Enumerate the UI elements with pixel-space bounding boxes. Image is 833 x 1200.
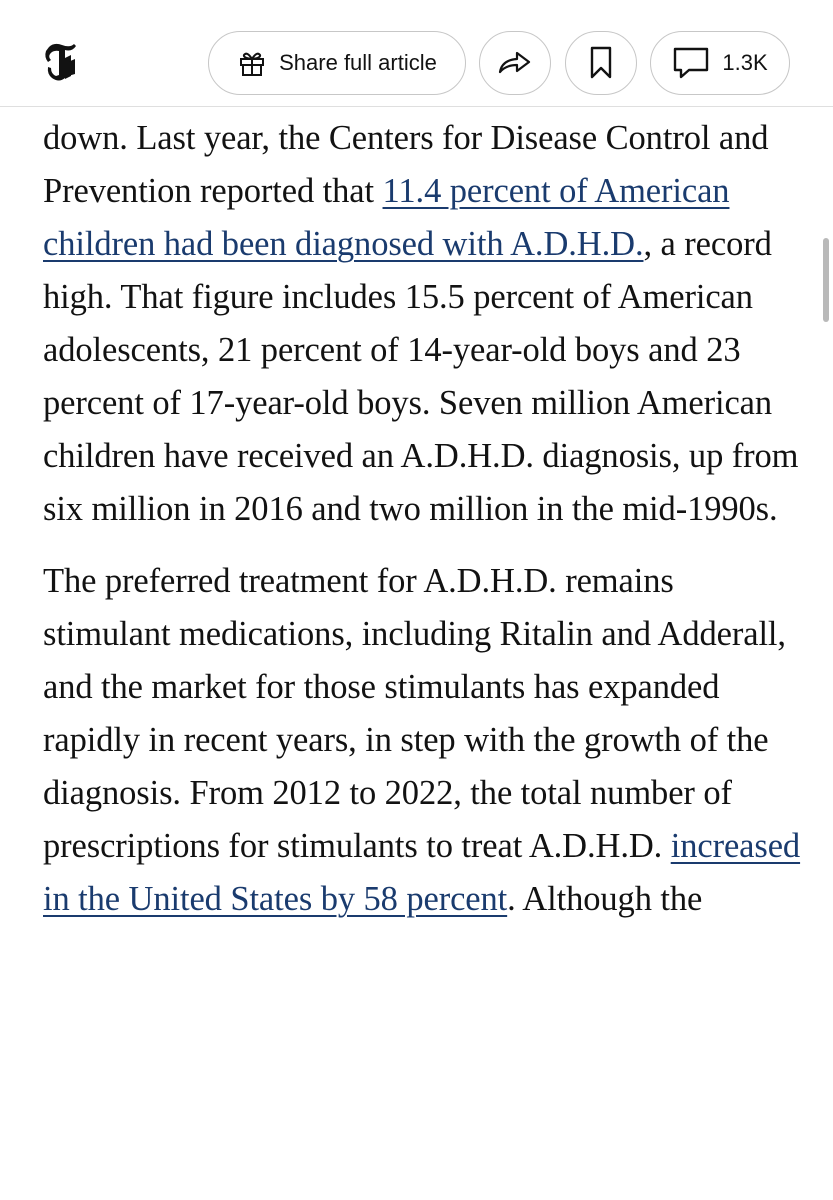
comment-icon: [672, 46, 710, 80]
prescriptions-increase-link[interactable]: increased in the United States by 58 percent: [43, 827, 801, 918]
gift-icon: [237, 48, 267, 78]
forward-button[interactable]: [479, 31, 551, 95]
share-full-article-button[interactable]: [208, 31, 466, 95]
article-paragraph: [43, 112, 803, 536]
paragraph-text: , a record high. That figure includes 15.5 percent of American adolescents, 21 percent of 14-year-old boys and 23 percent of 17-year-old boys. Seven million American children have received an A.D.H.D. diagnosis, up from six million in 2016 and two million in the mid-1990s.: [43, 225, 799, 528]
paragraph-text: . Although the: [507, 880, 703, 918]
article-body: [43, 112, 803, 926]
save-bookmark-button[interactable]: [565, 31, 637, 95]
paragraph-text: The preferred treatment for A.D.H.D. remains stimulant medications, including Ritalin and Adderall, and the market for those stimulants has expanded rapidly in recent years, in step with the growth of the diagnosis. From 2012 to 2022, the total number of prescriptions for stimulants to treat A.D.H.D.: [43, 562, 786, 865]
article-paragraph: [43, 555, 803, 926]
cdc-adhd-link[interactable]: 11.4 percent of American children had been diagnosed with A.D.H.D.: [43, 172, 730, 263]
comments-button[interactable]: [650, 31, 790, 95]
bookmark-icon: [588, 45, 614, 81]
share-button-label: Share full article: [279, 50, 437, 75]
nyt-logo-icon[interactable]: [40, 38, 82, 86]
scrollbar-thumb[interactable]: [823, 238, 829, 322]
paragraph-text: down. Last year, the Centers for Disease Control and Prevention reported that: [43, 119, 769, 210]
article-toolbar: [0, 0, 833, 107]
comment-count: 1.3K: [722, 50, 768, 75]
forward-arrow-icon: [497, 48, 533, 78]
